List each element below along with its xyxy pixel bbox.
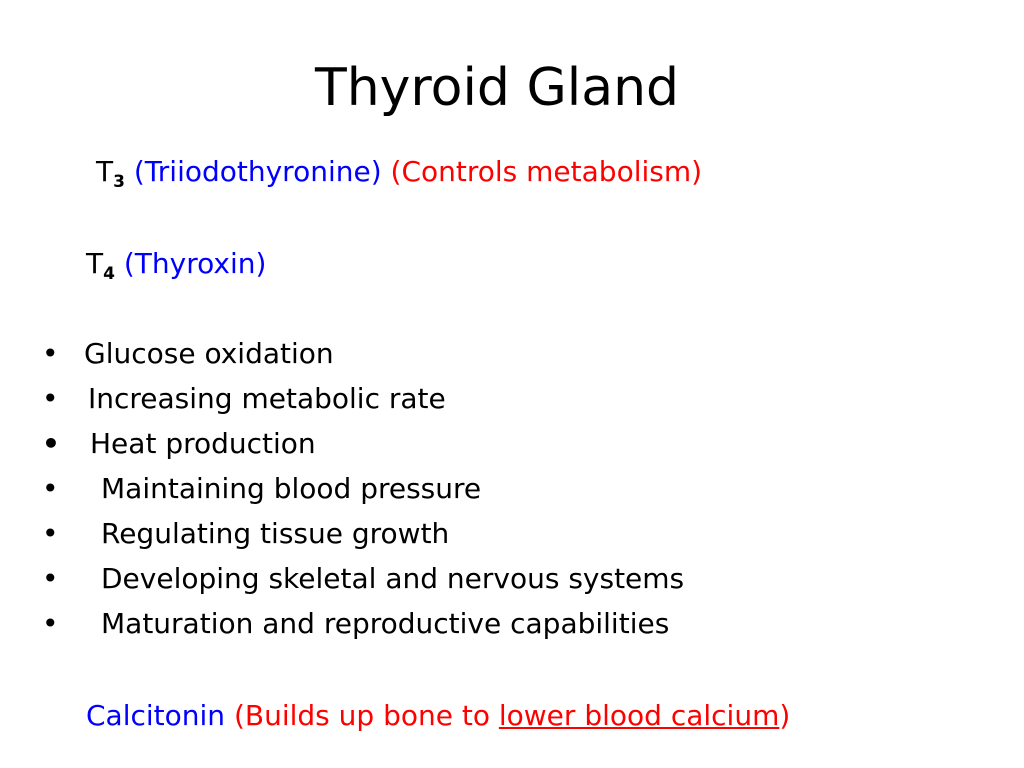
calcitonin-note-prefix: (Builds up bone to	[233, 699, 490, 732]
bullet-icon: •	[42, 472, 59, 505]
list-item-text: Developing skeletal and nervous systems	[101, 562, 685, 595]
t4-line	[86, 246, 266, 282]
calcitonin-note-emphasis: lower blood calcium	[498, 699, 780, 732]
list-item-text: Maturation and reproductive capabilities	[101, 607, 670, 640]
bullet-icon: •	[42, 607, 59, 640]
t3-line	[96, 154, 702, 190]
t3-symbol: T	[96, 155, 114, 188]
list-item-text: Maintaining blood pressure	[101, 472, 482, 505]
calcitonin-name: Calcitonin	[86, 699, 226, 732]
list-item-text: Regulating tissue growth	[101, 517, 450, 550]
t4-name: (Thyroxin)	[123, 247, 267, 280]
calcitonin-note-suffix: )	[779, 699, 791, 732]
bullet-icon: •	[42, 337, 59, 370]
list-item-text: Heat production	[90, 427, 316, 460]
bullet-icon: •	[42, 427, 60, 460]
calcitonin-line	[86, 698, 790, 734]
list-item-text: Increasing metabolic rate	[88, 382, 446, 415]
slide-title: Thyroid Gland	[314, 58, 680, 118]
bullet-icon: •	[42, 562, 59, 595]
t4-subscript: 4	[103, 264, 115, 284]
list-item-text: Glucose oxidation	[84, 337, 334, 370]
t3-name: (Triiodothyronine)	[133, 155, 382, 188]
t3-subscript: 3	[113, 172, 125, 192]
t4-symbol: T	[86, 247, 104, 280]
t3-note: (Controls metabolism)	[390, 155, 703, 188]
bullet-icon: •	[42, 382, 59, 415]
bullet-icon: •	[42, 517, 59, 550]
